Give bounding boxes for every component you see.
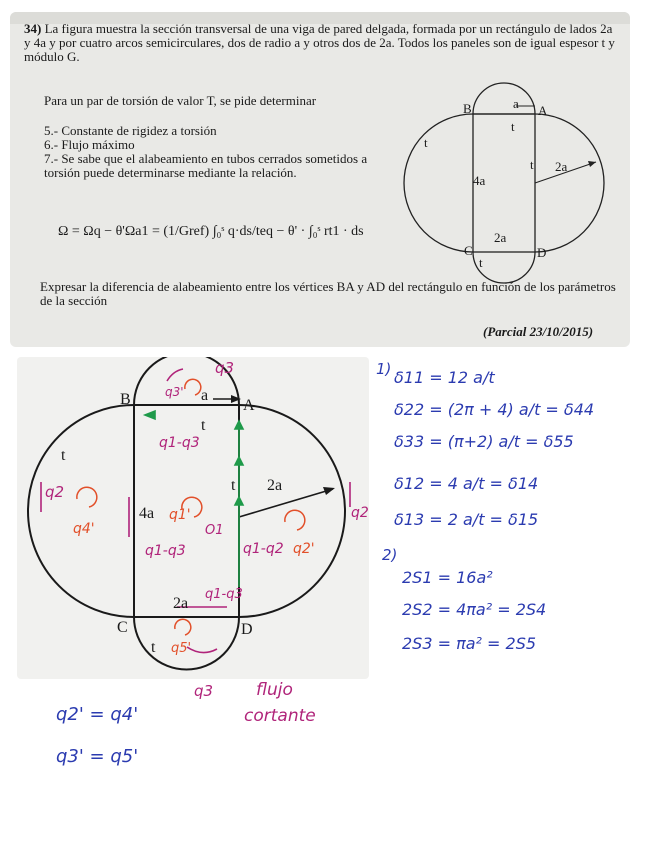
q2p-curl <box>285 510 305 530</box>
label-C: C <box>464 243 473 258</box>
label-C-annotated: C <box>117 619 128 636</box>
label-A-annotated: A <box>243 397 255 414</box>
label-A: A <box>538 103 548 118</box>
eq-q3-q5: q3' = q5' <box>56 746 139 767</box>
label-t-top: t <box>511 119 515 134</box>
delta-11: δ11 = 12 a/t <box>394 368 495 387</box>
label-t-left: t <box>424 135 428 150</box>
problem-number: 34) <box>24 21 42 36</box>
problem-item-5: 5.- Constante de rigidez a torsión <box>44 123 217 138</box>
problem-item-6: 6.- Flujo máximo <box>44 137 135 152</box>
annot-q2p: q2' <box>293 541 315 557</box>
label-t-bottom: t <box>479 255 483 270</box>
annot-q3-bottom: q3 <box>194 682 214 700</box>
problem-photo <box>10 12 630 347</box>
q5p-curl <box>175 619 191 635</box>
label-a-annotated: a <box>201 387 209 404</box>
green-arrow-up-2 <box>235 457 243 465</box>
problem-item-7: 7.- Se sabe que el alabeamiento en tubos cerrados sometidos a torsión puede determinarse mediante la relación. <box>44 151 368 180</box>
label-t-left-annotated: t <box>61 447 66 464</box>
arc-right <box>535 114 604 252</box>
annot-q1q3-top: q1-q3 <box>159 435 200 451</box>
area-s2: 2S2 = 4πa² = 2S4 <box>402 600 547 619</box>
arc-top <box>473 83 535 114</box>
label-t-bottom-annotated: t <box>151 639 156 656</box>
annot-q1q3-bot: q1-q3 <box>205 587 243 602</box>
annot-q3p-top: q3' <box>165 385 184 399</box>
eq-q2-q4: q2' = q4' <box>56 704 139 725</box>
part1-mark: 1) <box>376 360 392 378</box>
part2-mark: 2) <box>382 546 398 564</box>
label-D-annotated: D <box>241 621 253 638</box>
area-s3: 2S3 = πa² = 2S5 <box>402 634 537 653</box>
delta-13: δ13 = 2 a/t = δ15 <box>394 510 539 529</box>
annot-o1: O1 <box>205 523 224 538</box>
label-2a-width: 2a <box>494 230 507 245</box>
label-B: B <box>463 101 472 116</box>
label-4a-annotated: 4a <box>139 505 155 522</box>
label-D: D <box>537 245 547 260</box>
radius-arrow-annotated <box>239 489 333 517</box>
label-2a-radius-annotated: 2a <box>267 477 283 494</box>
cross-section-figure-top <box>10 12 630 347</box>
annot-q5p: q5' <box>171 641 192 656</box>
label-2a-width-annotated: 2a <box>173 595 189 612</box>
q3-bottom-arrow <box>187 647 217 653</box>
label-t-top-annotated: t <box>201 417 206 434</box>
green-arrow-left <box>145 411 155 419</box>
q4p-curl <box>77 487 97 507</box>
q3p-curl <box>185 379 201 395</box>
annot-q4p: q4' <box>73 521 95 537</box>
label-a: a <box>513 96 519 111</box>
delta-12: δ12 = 4 a/t = δ14 <box>394 474 539 493</box>
annot-q2-left: q2 <box>45 483 65 501</box>
annot-cortante: cortante <box>244 706 316 726</box>
problem-statement: La figura muestra la sección transversal de una viga de pared delgada, formada por un rectángulo de lados 2a y 4a y por cuatro arcos semicirculares, dos de radio a y otros dos de 2a. Todos los paneles son de igual espesor t y módulo G. <box>24 21 615 64</box>
annot-q1q3-mid: q1-q3 <box>145 543 186 559</box>
green-arrow-up <box>235 421 243 429</box>
delta-22: δ22 = (2π + 4) a/t = δ44 <box>394 400 595 419</box>
radius-arrowhead-annotated <box>323 487 335 495</box>
problem-intro: Para un par de torsión de valor T, se pide determinar <box>44 93 317 108</box>
arc-left <box>404 114 473 252</box>
annot-q1p: q1' <box>169 507 191 523</box>
annot-q2-right: q2 <box>351 505 369 521</box>
delta-33: δ33 = (π+2) a/t = δ55 <box>394 432 574 451</box>
warping-equation: Ω = Ωq − θ'Ωa1 = (1/Gref) ∫₀ˢ q·ds/teq − θ' · ∫₀ˢ rt1 · ds <box>58 224 364 239</box>
area-s1: 2S1 = 16a² <box>402 568 493 587</box>
arc-left-annotated <box>28 405 134 617</box>
green-arrow-up-3 <box>235 497 243 505</box>
radius-arrowhead <box>588 161 596 167</box>
label-t-right-annotated: t <box>231 477 236 494</box>
label-2a-radius: 2a <box>555 159 568 174</box>
label-B-annotated: B <box>120 391 131 408</box>
problem-source: (Parcial 23/10/2015) <box>483 324 594 339</box>
q3-top-arrow <box>167 369 183 381</box>
cross-section-figure-annotated <box>17 357 369 679</box>
annot-q3-top: q3 <box>215 359 235 377</box>
annot-flujo: flujo <box>256 680 293 700</box>
annot-q1q2: q1-q2 <box>243 541 284 557</box>
annotated-figure-photo <box>17 357 369 679</box>
problem-question: Expresar la diferencia de alabeamiento entre los vértices BA y AD del rectángulo en función de los parámetros de la sección <box>40 279 616 308</box>
label-t-right: t <box>530 157 534 172</box>
label-4a: 4a <box>473 173 486 188</box>
